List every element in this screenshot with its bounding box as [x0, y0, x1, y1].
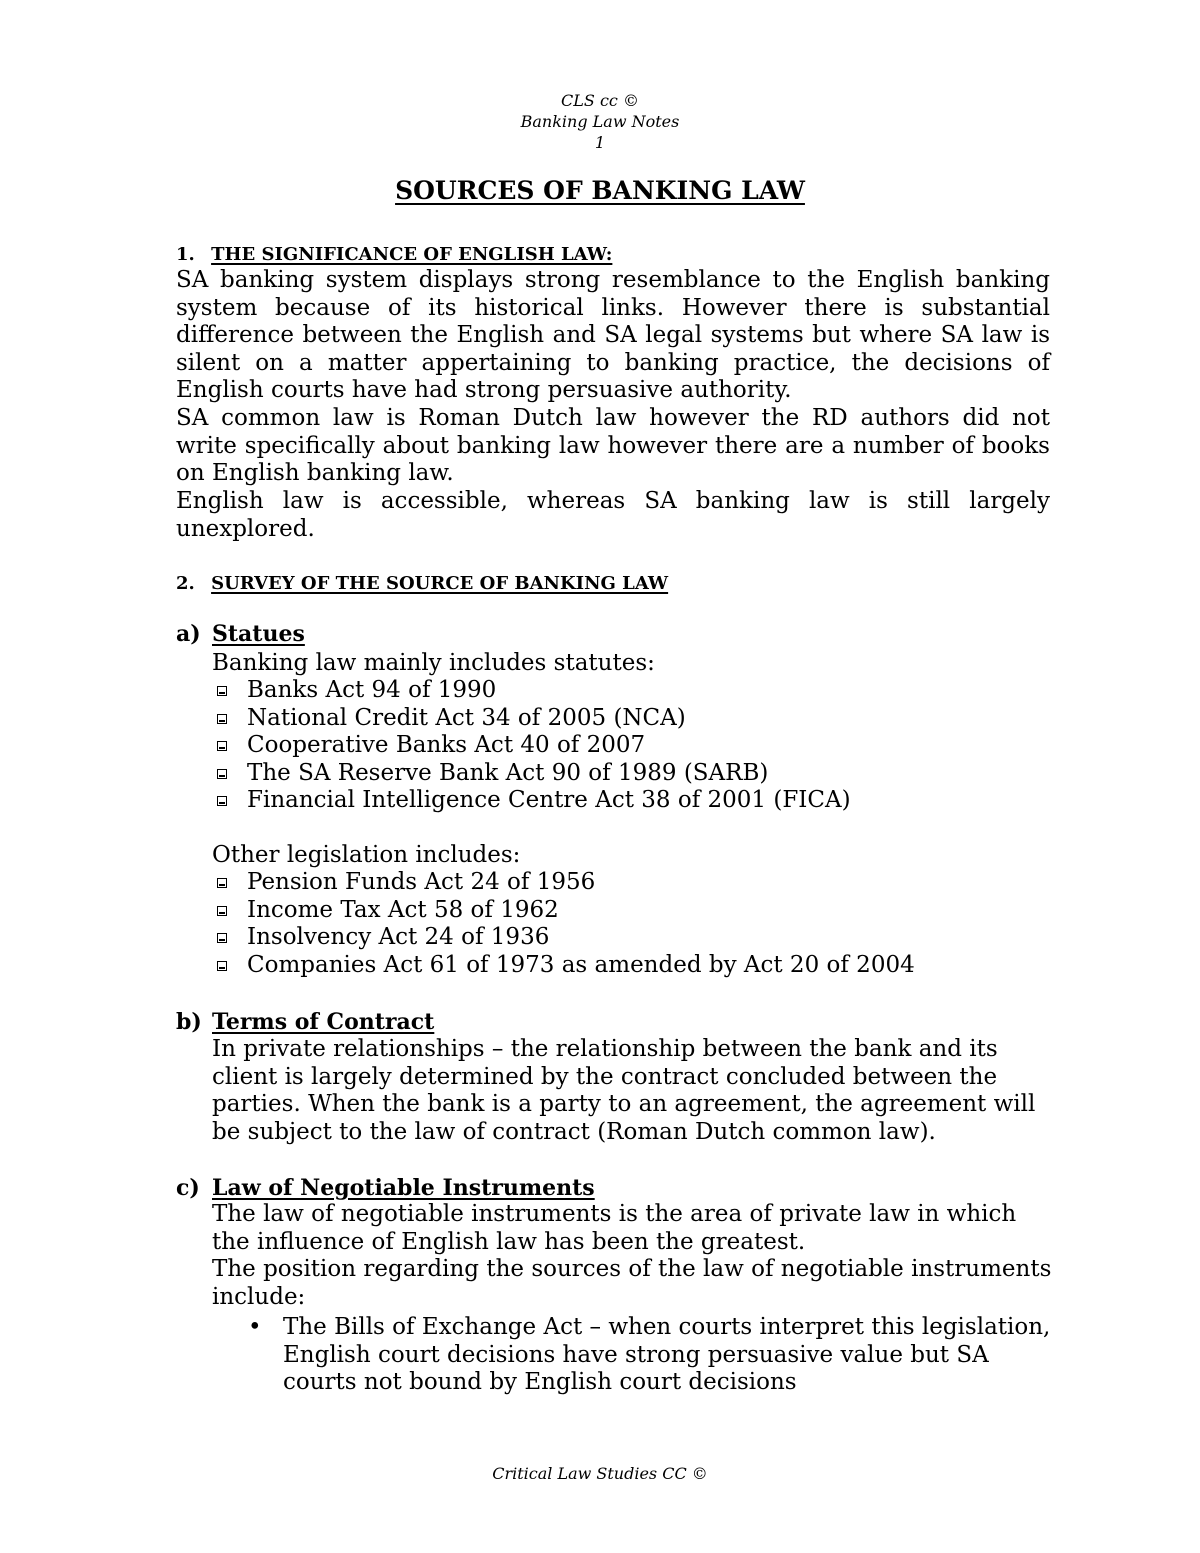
- statutes-intro: Banking law mainly includes statutes:: [212, 650, 655, 676]
- negotiable-instruments-paragraph-1: The law of negotiable instruments is the area of private law in which the influence of English law has been the greatest.: [212, 1201, 1017, 1255]
- section-2-heading: [176, 572, 668, 596]
- page-footer: Critical Law Studies CC ©: [492, 1464, 708, 1483]
- header-doc-title: Banking Law Notes: [520, 112, 680, 131]
- square-bullet-icon: [217, 741, 227, 751]
- other-legislation-list: [212, 869, 915, 979]
- square-bullet-icon: [217, 961, 227, 971]
- section-1-title: THE SIGNIFICANCE OF ENGLISH LAW:: [211, 244, 613, 265]
- section-1-paragraph-2: SA common law is Roman Dutch law however the RD authors did not write specifically about banking law however there are a number of books on English banking law.: [176, 405, 1050, 487]
- subsection-a-label: a): [176, 621, 201, 647]
- bills-of-exchange-text: The Bills of Exchange Act – when courts interpret this legislation, English court decisions have strong persuasive value but SA courts not bound by English court decisions: [283, 1314, 1051, 1396]
- subsection-c-label: c): [176, 1175, 200, 1201]
- square-bullet-icon: [217, 933, 227, 943]
- list-item: National Credit Act 34 of 2005 (NCA): [212, 705, 851, 733]
- header-page-number: 1: [594, 133, 606, 152]
- list-item: Income Tax Act 58 of 1962: [212, 897, 915, 925]
- negotiable-instruments-paragraph-2: The position regarding the sources of the law of negotiable instruments include:: [212, 1256, 1052, 1310]
- statutes-list: [212, 677, 851, 815]
- subsection-b-heading: [176, 1008, 434, 1036]
- section-2-number: 2.: [176, 573, 195, 594]
- subsection-c-title: Law of Negotiable Instruments: [212, 1175, 595, 1201]
- subsection-c-heading: [176, 1174, 595, 1202]
- section-1-paragraph-3: English law is accessible, whereas SA banking law is still largely unexplored.: [176, 488, 1050, 542]
- section-1-paragraph-1: SA banking system displays strong resemblance to the English banking system because of its historical links. However there is substantial difference between the English and SA legal systems but where SA law is silent on a matter appertaining to banking practice, the decisions of English courts have had strong persuasive authority.: [176, 267, 1050, 404]
- subsection-b-title: Terms of Contract: [212, 1009, 435, 1035]
- list-item: The SA Reserve Bank Act 90 of 1989 (SARB): [212, 760, 851, 788]
- section-1-heading: [176, 243, 612, 267]
- other-legislation-intro: Other legislation includes:: [212, 842, 521, 868]
- list-item: Pension Funds Act 24 of 1956: [212, 869, 915, 897]
- bills-of-exchange-bullet: [212, 1314, 1062, 1397]
- list-item: Insolvency Act 24 of 1936: [212, 924, 915, 952]
- square-bullet-icon: [217, 878, 227, 888]
- subsection-a-heading: [176, 620, 305, 648]
- section-1-number: 1.: [176, 244, 195, 265]
- subsection-b-label: b): [176, 1009, 202, 1035]
- square-bullet-icon: [217, 686, 227, 696]
- terms-of-contract-text: In private relationships – the relationship between the bank and its client is largely determined by the contract concluded between the parties. When the bank is a party to an agreement, the agreement will be subject to the law of contract (Roman Dutch common law).: [212, 1036, 1036, 1145]
- square-bullet-icon: [217, 769, 227, 779]
- subsection-a-title: Statues: [212, 621, 305, 647]
- square-bullet-icon: [217, 796, 227, 806]
- list-item: Banks Act 94 of 1990: [212, 677, 851, 705]
- list-item: Cooperative Banks Act 40 of 2007: [212, 732, 851, 760]
- page-title: SOURCES OF BANKING LAW: [395, 176, 805, 205]
- square-bullet-icon: [217, 906, 227, 916]
- bullet-icon: •: [248, 1314, 262, 1340]
- section-2-title: SURVEY OF THE SOURCE OF BANKING LAW: [211, 573, 669, 594]
- header-company: CLS cc ©: [561, 91, 639, 110]
- list-item: Companies Act 61 of 1973 as amended by Act 20 of 2004: [212, 952, 915, 980]
- square-bullet-icon: [217, 714, 227, 724]
- list-item: Financial Intelligence Centre Act 38 of 2001 (FICA): [212, 787, 851, 815]
